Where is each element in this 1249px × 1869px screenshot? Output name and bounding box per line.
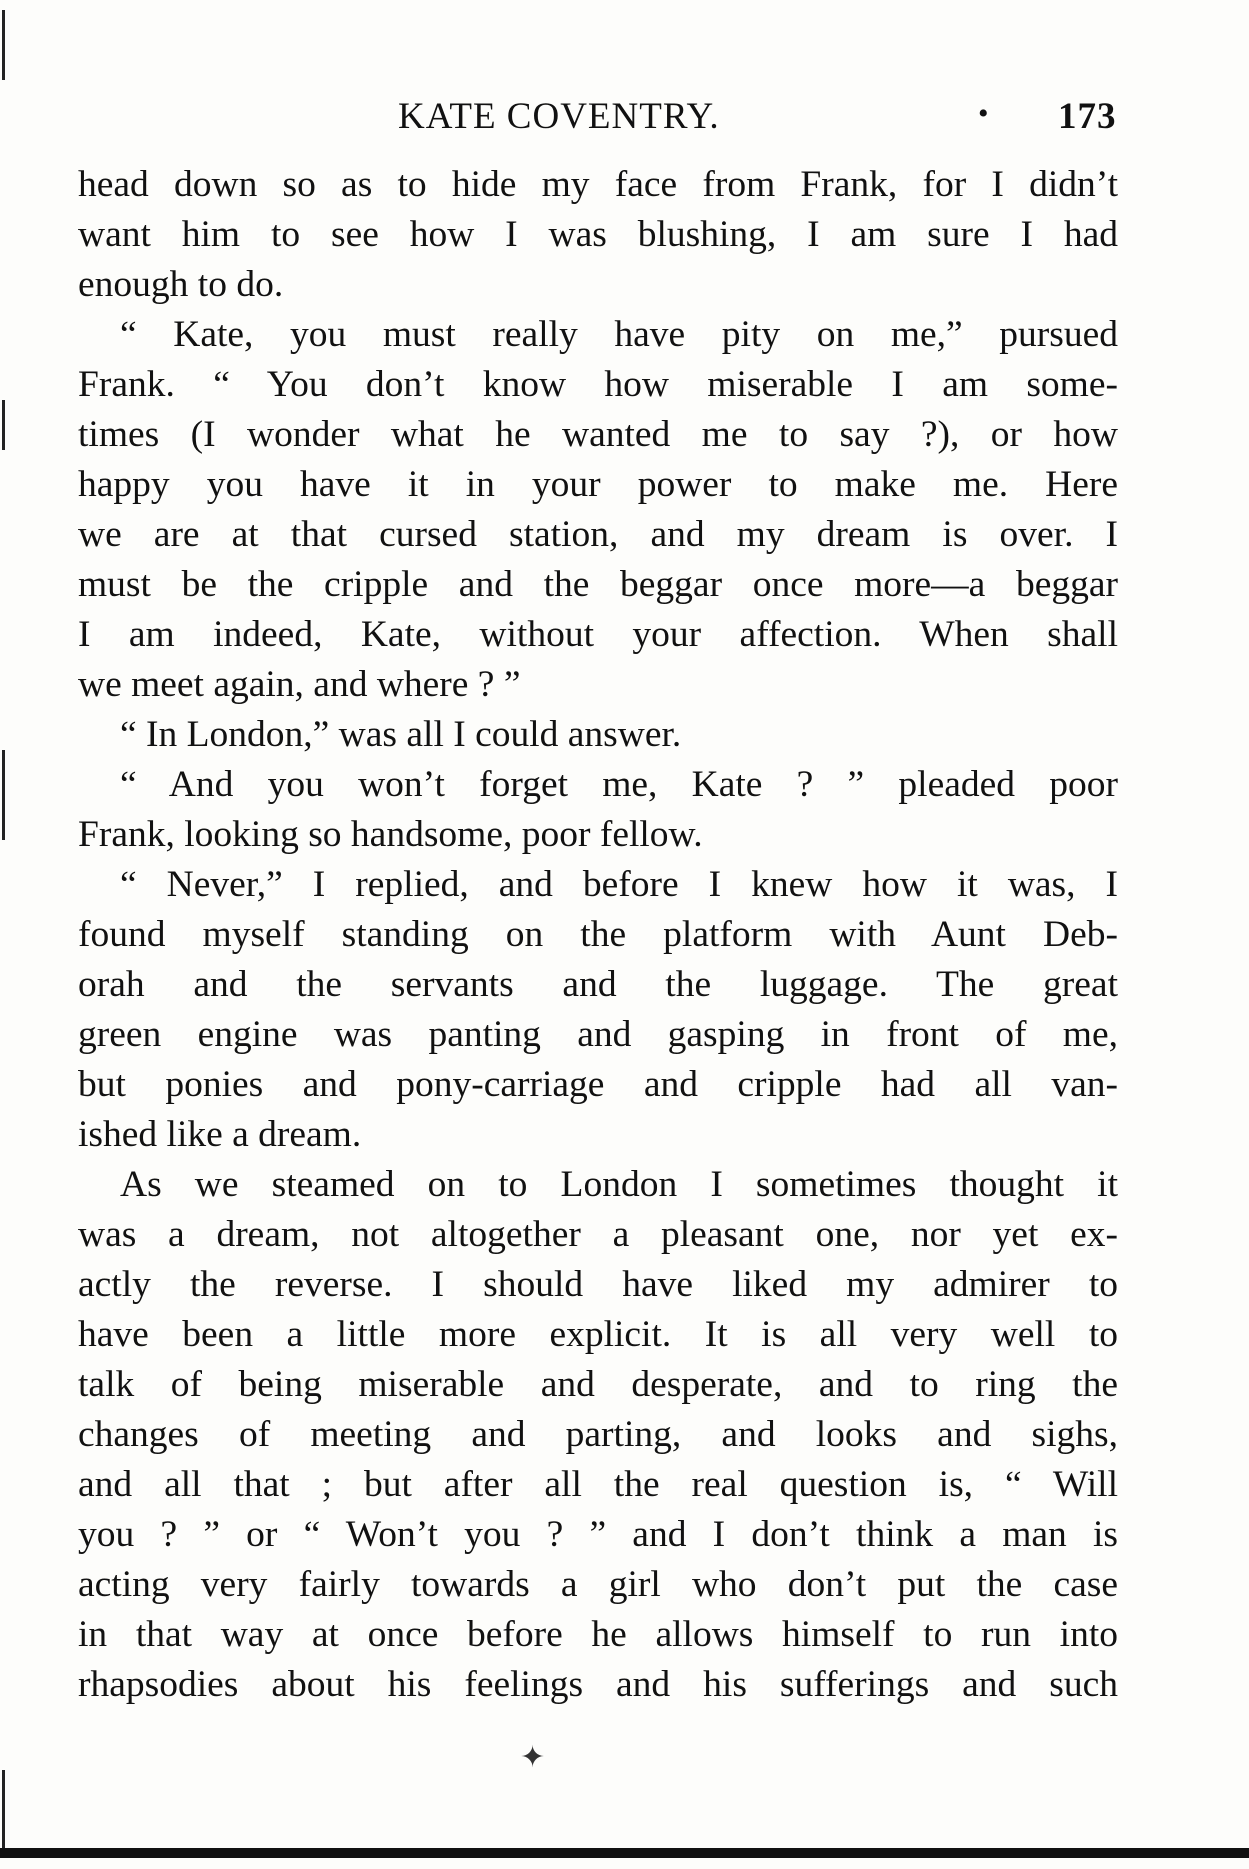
text-line: must be the cripple and the beggar once more—a beggar [78, 564, 1118, 605]
text-line: head down so as to hide my face from Frank, for I didn’t [78, 164, 1118, 205]
text-line: talk of being miserable and desperate, and to ring the [78, 1364, 1118, 1405]
text-line: in that way at once before he allows himself to run into [78, 1614, 1118, 1655]
text-line: I am indeed, Kate, without your affection. When shall [78, 614, 1118, 655]
bottom-rule [0, 1848, 1249, 1858]
text-line: was a dream, not altogether a pleasant one, nor yet ex- [78, 1214, 1118, 1255]
text-line: “ In London,” was all I could answer. [120, 714, 682, 755]
text-line: “ Kate, you must really have pity on me,” pursued [120, 314, 1118, 355]
header-dot-icon: • [978, 97, 990, 130]
text-line: ished like a dream. [78, 1114, 362, 1155]
text-line: you ? ” or “ Won’t you ? ” and I don’t think a man is [78, 1514, 1118, 1555]
body-text [78, 160, 1118, 1710]
text-line: rhapsodies about his feelings and his sufferings and such [78, 1664, 1118, 1705]
text-line: but ponies and pony-carriage and cripple had all van- [78, 1064, 1118, 1105]
text-line: we meet again, and where ? ” [78, 664, 521, 705]
text-line: and all that ; but after all the real question is, “ Will [78, 1464, 1118, 1505]
text-line: actly the reverse. I should have liked my admirer to [78, 1264, 1118, 1305]
page-edge-mark [2, 1770, 5, 1850]
page-edge-mark [2, 10, 5, 80]
text-line: acting very fairly towards a girl who don’t put the case [78, 1564, 1118, 1605]
text-line: green engine was panting and gasping in front of me, [78, 1014, 1118, 1055]
text-line: Frank, looking so handsome, poor fellow. [78, 814, 703, 855]
page-header [78, 95, 1118, 155]
text-line: times (I wonder what he wanted me to say ?), or how [78, 414, 1118, 455]
text-line: orah and the servants and the luggage. The great [78, 964, 1118, 1005]
text-line: changes of meeting and parting, and looks and sighs, [78, 1414, 1118, 1455]
text-line: enough to do. [78, 264, 284, 305]
text-line: want him to see how I was blushing, I am sure I had [78, 214, 1118, 255]
text-line: found myself standing on the platform with Aunt Deb- [78, 914, 1118, 955]
text-line: “ Never,” I replied, and before I knew how it was, I [120, 864, 1118, 905]
text-line: Frank. “ You don’t know how miserable I am some- [78, 364, 1118, 405]
page-edge-mark [2, 750, 5, 840]
running-title: KATE COVENTRY. [398, 96, 720, 137]
text-line: we are at that cursed station, and my dream is over. I [78, 514, 1118, 555]
text-line: happy you have it in your power to make me. Here [78, 464, 1118, 505]
page-edge-mark [2, 400, 5, 450]
text-line: “ And you won’t forget me, Kate ? ” pleaded poor [120, 764, 1118, 805]
text-line: have been a little more explicit. It is all very well to [78, 1314, 1118, 1355]
page-number: 173 [1058, 96, 1117, 137]
text-line: As we steamed on to London I sometimes thought it [120, 1164, 1118, 1205]
footer-ornament-icon: ✦ [520, 1741, 546, 1774]
